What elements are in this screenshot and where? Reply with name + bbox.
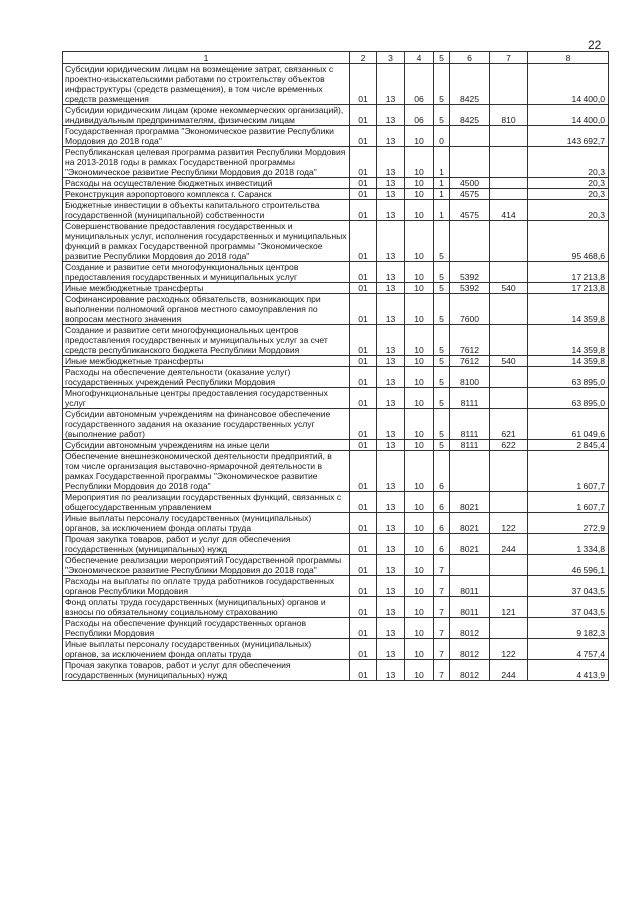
cell-expense-type [490, 325, 528, 356]
column-header: 2 [350, 52, 377, 64]
column-header: 7 [490, 52, 528, 64]
cell-article: 7612 [450, 356, 490, 367]
cell-program: 10 [405, 262, 434, 283]
cell-program: 10 [405, 409, 434, 440]
cell-article: 8021 [450, 513, 490, 534]
cell-section: 01 [350, 388, 377, 409]
cell-amount: 143 692,7 [528, 126, 609, 147]
cell-description: Республиканская целевая программа развития Республики Мордовия на 2013-2018 годы в рамках Государственной программы "Экономическое развитие Республики Мордовия до 2018 года" [63, 147, 350, 178]
cell-description: Иные межбюджетные трансферты [63, 356, 350, 367]
cell-subprogram: 5 [434, 409, 450, 440]
cell-subprogram: 5 [434, 325, 450, 356]
cell-expense-type [490, 294, 528, 325]
cell-subsection: 13 [377, 356, 405, 367]
cell-subsection: 13 [377, 294, 405, 325]
cell-amount: 14 359,8 [528, 325, 609, 356]
cell-description: Иные выплаты персоналу государственных (муниципальных) органов, за исключением фонда оплаты труда [63, 513, 350, 534]
cell-description: Фонд оплаты труда государственных (муниципальных) органов и взносы по обязательному социальному страхованию [63, 597, 350, 618]
page-number: 22 [588, 38, 602, 52]
table-row [63, 283, 609, 294]
cell-subprogram: 5 [434, 388, 450, 409]
cell-subsection: 13 [377, 126, 405, 147]
cell-amount: 63 895,0 [528, 388, 609, 409]
cell-section: 01 [350, 283, 377, 294]
cell-program: 10 [405, 597, 434, 618]
cell-subprogram: 1 [434, 200, 450, 221]
table-row [63, 356, 609, 367]
cell-subprogram: 1 [434, 178, 450, 189]
cell-article: 8021 [450, 534, 490, 555]
cell-program: 10 [405, 294, 434, 325]
cell-expense-type [490, 64, 528, 105]
cell-subsection: 13 [377, 576, 405, 597]
cell-expense-type [490, 126, 528, 147]
cell-expense-type: 414 [490, 200, 528, 221]
cell-section: 01 [350, 178, 377, 189]
cell-article: 8012 [450, 660, 490, 681]
cell-description: Иные выплаты персоналу государственных (муниципальных) органов, за исключением фонда оплаты труда [63, 639, 350, 660]
cell-program: 10 [405, 555, 434, 576]
cell-program: 10 [405, 451, 434, 492]
cell-subprogram: 0 [434, 126, 450, 147]
cell-article [450, 147, 490, 178]
cell-expense-type [490, 618, 528, 639]
cell-expense-type: 244 [490, 534, 528, 555]
cell-section: 01 [350, 64, 377, 105]
column-header: 8 [528, 52, 609, 64]
cell-subsection: 13 [377, 367, 405, 388]
column-header: 4 [405, 52, 434, 64]
table-row [63, 64, 609, 105]
cell-section: 01 [350, 325, 377, 356]
cell-amount: 14 400,0 [528, 105, 609, 126]
cell-subprogram: 1 [434, 189, 450, 200]
cell-program: 10 [405, 356, 434, 367]
cell-subprogram: 1 [434, 147, 450, 178]
cell-amount: 37 043,5 [528, 576, 609, 597]
cell-amount: 20,3 [528, 147, 609, 178]
cell-section: 01 [350, 597, 377, 618]
cell-expense-type [490, 367, 528, 388]
cell-expense-type: 244 [490, 660, 528, 681]
cell-section: 01 [350, 513, 377, 534]
column-header: 6 [450, 52, 490, 64]
cell-expense-type: 122 [490, 639, 528, 660]
cell-subprogram: 6 [434, 513, 450, 534]
cell-section: 01 [350, 660, 377, 681]
cell-article: 8425 [450, 105, 490, 126]
cell-subsection: 13 [377, 440, 405, 451]
budget-table [62, 51, 609, 681]
cell-section: 01 [350, 356, 377, 367]
table-row [63, 492, 609, 513]
table-row [63, 178, 609, 189]
cell-article [450, 451, 490, 492]
cell-program: 10 [405, 126, 434, 147]
cell-article: 4575 [450, 189, 490, 200]
cell-expense-type: 540 [490, 283, 528, 294]
cell-amount: 61 049,6 [528, 409, 609, 440]
cell-subsection: 13 [377, 451, 405, 492]
cell-description: Мероприятия по реализации государственных функций, связанных с общегосударственным управлением [63, 492, 350, 513]
cell-subprogram: 5 [434, 262, 450, 283]
cell-program: 10 [405, 367, 434, 388]
cell-amount: 63 895,0 [528, 367, 609, 388]
cell-amount: 17 213,8 [528, 262, 609, 283]
cell-section: 01 [350, 367, 377, 388]
cell-article: 8021 [450, 492, 490, 513]
cell-section: 01 [350, 534, 377, 555]
cell-expense-type: 540 [490, 356, 528, 367]
cell-section: 01 [350, 221, 377, 262]
cell-amount: 1 607,7 [528, 492, 609, 513]
cell-article: 8012 [450, 639, 490, 660]
cell-expense-type [490, 189, 528, 200]
table-row [63, 325, 609, 356]
table-row [63, 189, 609, 200]
cell-program: 10 [405, 147, 434, 178]
cell-amount: 14 359,8 [528, 356, 609, 367]
cell-program: 06 [405, 105, 434, 126]
cell-expense-type [490, 451, 528, 492]
table-row [63, 147, 609, 178]
table-row [63, 409, 609, 440]
table-row [63, 388, 609, 409]
cell-subprogram: 7 [434, 576, 450, 597]
cell-subsection: 13 [377, 639, 405, 660]
cell-expense-type [490, 388, 528, 409]
cell-amount: 9 182,3 [528, 618, 609, 639]
cell-section: 01 [350, 262, 377, 283]
cell-program: 10 [405, 189, 434, 200]
cell-program: 10 [405, 513, 434, 534]
cell-subsection: 13 [377, 105, 405, 126]
cell-expense-type [490, 262, 528, 283]
cell-subprogram: 7 [434, 618, 450, 639]
cell-subprogram: 6 [434, 451, 450, 492]
cell-description: Субсидии юридическим лицам (кроме некоммерческих организаций), индивидуальным предпринимателям, физическим лицам [63, 105, 350, 126]
cell-description: Обеспечение реализации мероприятий Государственной программы "Экономическое развитие Республики Мордовия до 2018 года" [63, 555, 350, 576]
cell-subprogram: 6 [434, 492, 450, 513]
table-row [63, 576, 609, 597]
cell-program: 10 [405, 492, 434, 513]
cell-subprogram: 5 [434, 283, 450, 294]
cell-program: 10 [405, 440, 434, 451]
table-row [63, 639, 609, 660]
cell-section: 01 [350, 576, 377, 597]
cell-description: Многофункциональные центры предоставления государственных услуг [63, 388, 350, 409]
cell-expense-type: 121 [490, 597, 528, 618]
cell-program: 10 [405, 534, 434, 555]
cell-article: 8111 [450, 440, 490, 451]
table-row [63, 221, 609, 262]
cell-subsection: 13 [377, 262, 405, 283]
cell-article: 8425 [450, 64, 490, 105]
cell-article: 8011 [450, 597, 490, 618]
cell-description: Совершенствование предоставления государственных и муниципальных услуг, исполнения государственных и муниципальных функций в рамках Государственной программы "Экономическое развитие Республики Мордовия до 2018 года" [63, 221, 350, 262]
cell-article: 4575 [450, 200, 490, 221]
cell-subsection: 13 [377, 618, 405, 639]
cell-subsection: 13 [377, 147, 405, 178]
cell-program: 10 [405, 576, 434, 597]
cell-description: Расходы на обеспечение функций государственных органов Республики Мордовия [63, 618, 350, 639]
cell-expense-type [490, 492, 528, 513]
cell-description: Субсидии автономным учреждениям на иные цели [63, 440, 350, 451]
table-row [63, 555, 609, 576]
cell-expense-type [490, 555, 528, 576]
cell-program: 10 [405, 388, 434, 409]
cell-amount: 272,9 [528, 513, 609, 534]
cell-subprogram: 5 [434, 221, 450, 262]
cell-section: 01 [350, 294, 377, 325]
cell-subsection: 13 [377, 513, 405, 534]
cell-program: 10 [405, 221, 434, 262]
cell-amount: 4 413,9 [528, 660, 609, 681]
table-header-row [63, 52, 609, 64]
cell-expense-type [490, 178, 528, 189]
cell-description: Расходы на обеспечение деятельности (оказание услуг) государственных учреждений Республики Мордовия [63, 367, 350, 388]
cell-amount: 2 845,4 [528, 440, 609, 451]
cell-section: 01 [350, 451, 377, 492]
cell-amount: 20,3 [528, 200, 609, 221]
cell-program: 10 [405, 325, 434, 356]
column-header: 5 [434, 52, 450, 64]
cell-amount: 1 334,8 [528, 534, 609, 555]
cell-description: Создание и развитие сети многофункциональных центров предоставления государственных и муниципальных услуг за счет средств республиканского бюджета Республики Мордовия [63, 325, 350, 356]
cell-expense-type [490, 147, 528, 178]
cell-program: 10 [405, 660, 434, 681]
table-row [63, 105, 609, 126]
cell-description: Реконструкция аэропортового комплекса г. Саранск [63, 189, 350, 200]
cell-amount: 1 607,7 [528, 451, 609, 492]
cell-subsection: 13 [377, 492, 405, 513]
cell-subsection: 13 [377, 597, 405, 618]
cell-description: Софинансирование расходных обязательств, возникающих при выполнении полномочий органов местного самоуправления по вопросам местного значения [63, 294, 350, 325]
cell-amount: 95 468,6 [528, 221, 609, 262]
cell-program: 10 [405, 639, 434, 660]
cell-subsection: 13 [377, 660, 405, 681]
cell-article [450, 126, 490, 147]
cell-subsection: 13 [377, 325, 405, 356]
cell-article: 5392 [450, 262, 490, 283]
cell-article: 8011 [450, 576, 490, 597]
cell-section: 01 [350, 492, 377, 513]
cell-program: 10 [405, 618, 434, 639]
cell-expense-type: 622 [490, 440, 528, 451]
table-row [63, 367, 609, 388]
cell-subsection: 13 [377, 64, 405, 105]
table-row [63, 534, 609, 555]
cell-description: Расходы на выплаты по оплате труда работников государственных органов Республики Мордовия [63, 576, 350, 597]
cell-subprogram: 7 [434, 597, 450, 618]
cell-amount: 17 213,8 [528, 283, 609, 294]
cell-subprogram: 5 [434, 440, 450, 451]
cell-article [450, 221, 490, 262]
column-header: 1 [63, 52, 350, 64]
cell-program: 10 [405, 283, 434, 294]
cell-section: 01 [350, 639, 377, 660]
cell-subprogram: 5 [434, 294, 450, 325]
cell-program: 10 [405, 178, 434, 189]
cell-subprogram: 5 [434, 105, 450, 126]
cell-description: Иные межбюджетные трансферты [63, 283, 350, 294]
cell-article: 7600 [450, 294, 490, 325]
cell-subprogram: 7 [434, 660, 450, 681]
cell-section: 01 [350, 440, 377, 451]
cell-amount: 14 400,0 [528, 64, 609, 105]
cell-subsection: 13 [377, 388, 405, 409]
cell-expense-type [490, 221, 528, 262]
cell-article: 8100 [450, 367, 490, 388]
cell-article [450, 555, 490, 576]
cell-description: Прочая закупка товаров, работ и услуг для обеспечения государственных (муниципальных) нужд [63, 660, 350, 681]
table-row [63, 262, 609, 283]
cell-section: 01 [350, 618, 377, 639]
cell-amount: 20,3 [528, 189, 609, 200]
cell-subsection: 13 [377, 189, 405, 200]
cell-description: Создание и развитие сети многофункциональных центров предоставления государственных и муниципальных услуг [63, 262, 350, 283]
cell-description: Государственная программа "Экономическое развитие Республики Мордовия до 2018 года" [63, 126, 350, 147]
cell-article: 4500 [450, 178, 490, 189]
cell-amount: 14 359,8 [528, 294, 609, 325]
cell-subsection: 13 [377, 221, 405, 262]
cell-article: 5392 [450, 283, 490, 294]
cell-subprogram: 7 [434, 639, 450, 660]
table-body [63, 64, 609, 681]
table-row [63, 660, 609, 681]
column-header: 3 [377, 52, 405, 64]
cell-section: 01 [350, 555, 377, 576]
table-row [63, 440, 609, 451]
cell-section: 01 [350, 409, 377, 440]
cell-section: 01 [350, 200, 377, 221]
cell-section: 01 [350, 126, 377, 147]
cell-subprogram: 5 [434, 64, 450, 105]
cell-description: Бюджетные инвестиции в объекты капитального строительства государственной (муниципальной) собственности [63, 200, 350, 221]
cell-subsection: 13 [377, 534, 405, 555]
cell-section: 01 [350, 189, 377, 200]
cell-article: 8111 [450, 409, 490, 440]
table-row [63, 513, 609, 534]
table-row [63, 451, 609, 492]
cell-program: 10 [405, 200, 434, 221]
cell-subsection: 13 [377, 409, 405, 440]
cell-subprogram: 5 [434, 356, 450, 367]
table-row [63, 597, 609, 618]
cell-subsection: 13 [377, 283, 405, 294]
cell-article: 8111 [450, 388, 490, 409]
table-row [63, 618, 609, 639]
cell-subsection: 13 [377, 555, 405, 576]
cell-section: 01 [350, 147, 377, 178]
cell-subprogram: 6 [434, 534, 450, 555]
table-row [63, 200, 609, 221]
cell-section: 01 [350, 105, 377, 126]
cell-amount: 4 757,4 [528, 639, 609, 660]
cell-expense-type [490, 576, 528, 597]
cell-amount: 20,3 [528, 178, 609, 189]
cell-expense-type: 122 [490, 513, 528, 534]
cell-description: Расходы на осуществление бюджетных инвестиций [63, 178, 350, 189]
cell-subprogram: 5 [434, 367, 450, 388]
table-row [63, 294, 609, 325]
cell-program: 06 [405, 64, 434, 105]
cell-description: Прочая закупка товаров, работ и услуг для обеспечения государственных (муниципальных) нужд [63, 534, 350, 555]
cell-expense-type: 621 [490, 409, 528, 440]
cell-description: Субсидии юридическим лицам на возмещение затрат, связанных с проектно-изыскательскими работами по строительству объектов инфраструктуры (средств размещения), в том числе временных средств размещения [63, 64, 350, 105]
cell-amount: 37 043,5 [528, 597, 609, 618]
cell-article: 7612 [450, 325, 490, 356]
cell-subprogram: 7 [434, 555, 450, 576]
cell-expense-type: 810 [490, 105, 528, 126]
cell-amount: 46 596,1 [528, 555, 609, 576]
table-row [63, 126, 609, 147]
cell-subsection: 13 [377, 178, 405, 189]
cell-article: 8012 [450, 618, 490, 639]
cell-subsection: 13 [377, 200, 405, 221]
cell-description: Обеспечение внешнеэкономической деятельности предприятий, в том числе организация выставочно-ярмарочной деятельности в рамках Государственной программы "Экономическое развитие Республики Мордовия до 2018 года" [63, 451, 350, 492]
cell-description: Субсидии автономным учреждениям на финансовое обеспечение государственного задания на оказание государственных услуг (выполнение работ) [63, 409, 350, 440]
